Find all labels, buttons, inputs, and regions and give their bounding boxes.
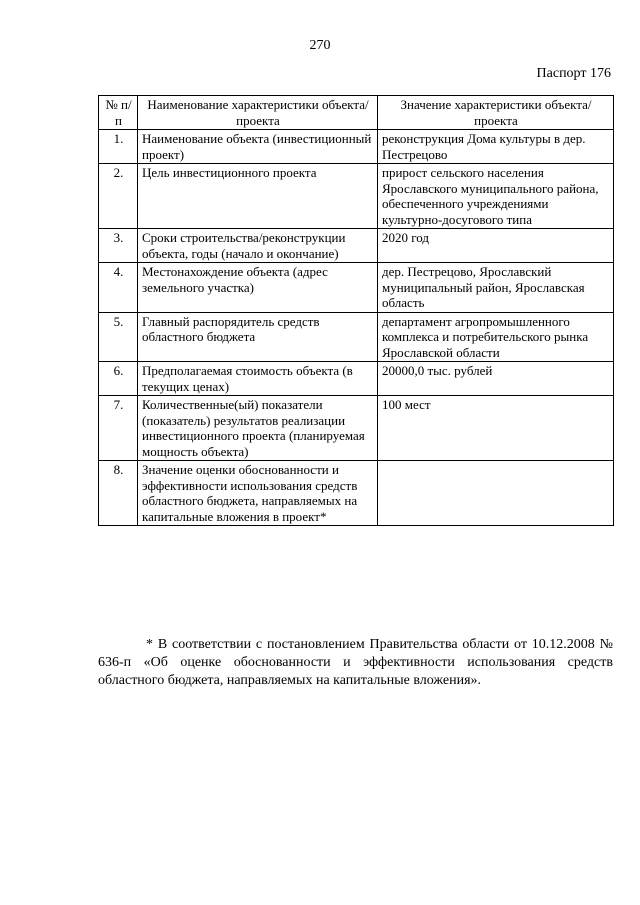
row-number: 8.: [99, 461, 138, 526]
row-number: 3.: [99, 229, 138, 263]
table-row: [99, 312, 614, 362]
table-header-row: [99, 96, 614, 130]
row-number: 1.: [99, 130, 138, 164]
table-row: [99, 396, 614, 461]
row-value: 2020 год: [378, 229, 614, 263]
row-name: Местонахождение объекта (адрес земельного участка): [138, 263, 378, 313]
row-number: 7.: [99, 396, 138, 461]
header-characteristic-name: Наименование характеристики объекта/проекта: [138, 96, 378, 130]
row-value: 100 мест: [378, 396, 614, 461]
footnote-text: * В соответствии с постановлением Правительства области от 10.12.2008 № 636-п «Об оценке обоснованности и эффективности использования средств областного бюджета, направляемых на капитальные вложения».: [98, 637, 613, 688]
passport-table: [98, 95, 614, 526]
row-value: 20000,0 тыс. рублей: [378, 362, 614, 396]
row-name: Цель инвестиционного проекта: [138, 164, 378, 229]
row-name: Предполагаемая стоимость объекта (в текущих ценах): [138, 362, 378, 396]
row-name: Сроки строительства/реконструкции объекта, годы (начало и окончание): [138, 229, 378, 263]
row-number: 5.: [99, 312, 138, 362]
header-characteristic-value: Значение характеристики объекта/проекта: [378, 96, 614, 130]
row-value: реконструкция Дома культуры в дер. Пестрецово: [378, 130, 614, 164]
row-name: Значение оценки обоснованности и эффективности использования средств областного бюджета, направляемых на капитальные вложения в проект*: [138, 461, 378, 526]
row-value: [378, 461, 614, 526]
row-value: прирост сельского населения Ярославского муниципального района, обеспеченного учреждениями культурно-досугового типа: [378, 164, 614, 229]
row-name: Наименование объекта (инвестиционный проект): [138, 130, 378, 164]
table-row: [99, 130, 614, 164]
table-row: [99, 229, 614, 263]
table-row: [99, 362, 614, 396]
footnote: [98, 636, 613, 690]
row-number: 4.: [99, 263, 138, 313]
passport-label: Паспорт 176: [536, 66, 611, 81]
page-number: 270: [309, 38, 331, 53]
table-row: [99, 164, 614, 229]
table-row: [99, 461, 614, 526]
row-value: дер. Пестрецово, Ярославский муниципальный район, Ярославская область: [378, 263, 614, 313]
row-number: 2.: [99, 164, 138, 229]
row-name: Количественные(ый) показатели (показатель) результатов реализации инвестиционного проекта (планируемая мощность объекта): [138, 396, 378, 461]
table-row: [99, 263, 614, 313]
row-number: 6.: [99, 362, 138, 396]
header-number: № п/п: [99, 96, 138, 130]
row-name: Главный распорядитель средств областного бюджета: [138, 312, 378, 362]
row-value: департамент агропромышленного комплекса и потребительского рынка Ярославской области: [378, 312, 614, 362]
